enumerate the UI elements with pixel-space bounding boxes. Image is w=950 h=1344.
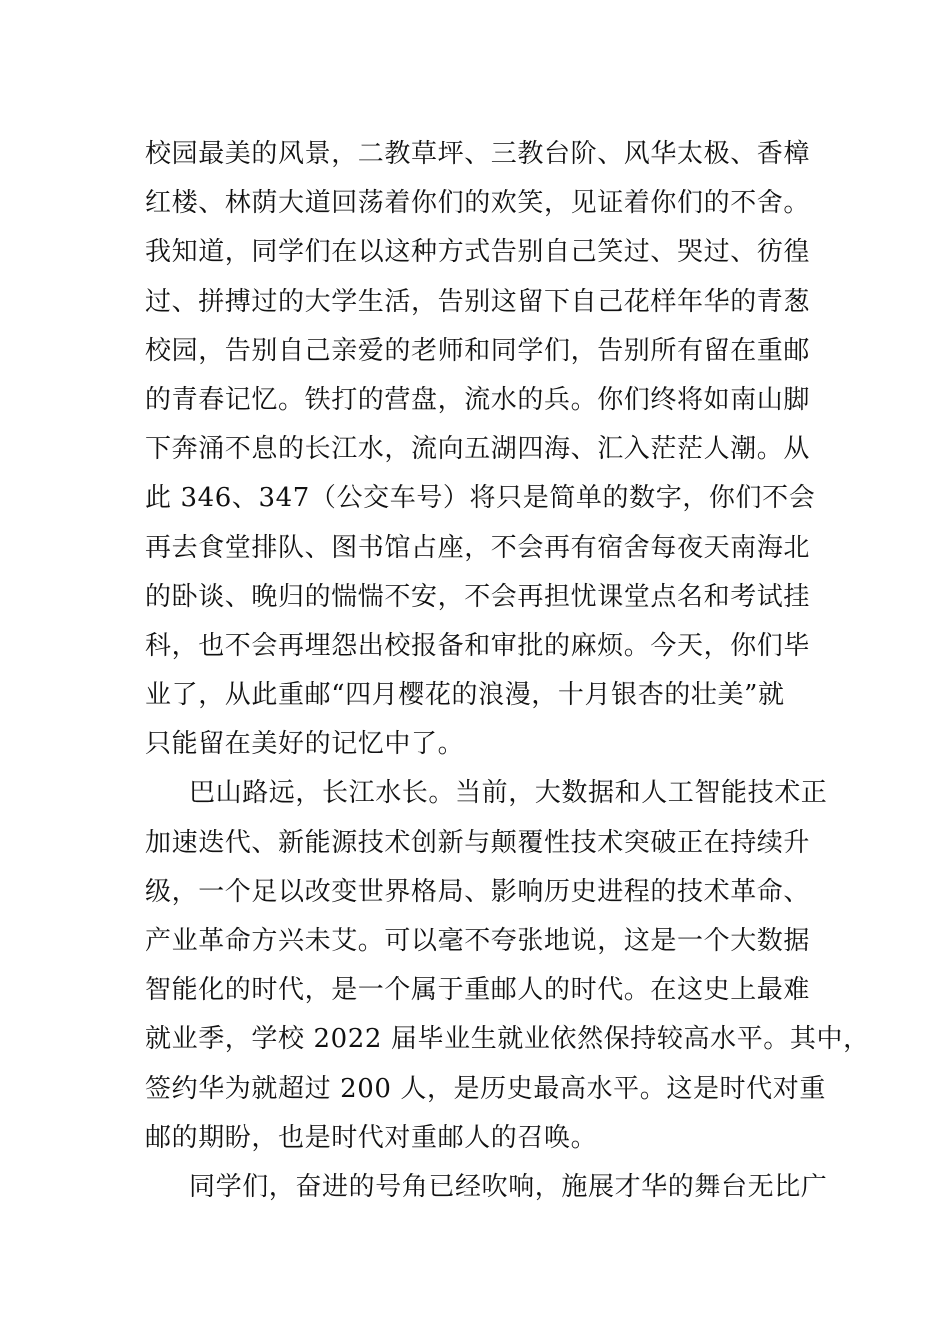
text-line: 产业革命方兴未艾。可以毫不夸张地说，这是一个大数据 [145,926,811,956]
text-line: 智能化的时代，是一个属于重邮人的时代。在这史上最难 [145,975,811,1006]
text-line: 只能留在美好的记忆中了。 [145,729,465,760]
text-line: 级，一个足以改变世界格局、影响历史进程的技术革命、 [145,876,811,907]
body-text [145,130,870,1212]
paragraph-start-line: 同学们，奋进的号角已经吹响，施展才华的舞台无比广 [189,1171,828,1202]
text-line: 邮的期盼，也是时代对重邮人的召唤。 [145,1122,598,1153]
text-line: 业了，从此重邮“四月樱花的浪漫，十月银杏的壮美”就 [145,680,785,711]
text-line: 就业季，学校 2022 届毕业生就业依然保持较高水平。其中， [145,1024,870,1055]
text-line: 加速迭代、新能源技术创新与颠覆性技术突破正在持续升 [145,827,811,858]
paragraph-start-line: 巴山路远，长江水长。当前，大数据和人工智能技术正 [189,778,828,809]
text-line: 科，也不会再埋怨出校报备和审批的麻烦。今天，你们毕 [145,630,811,661]
text-line: 校园，告别自己亲爱的老师和同学们，告别所有留在重邮 [145,335,811,366]
text-line: 签约华为就超过 200 人，是历史最高水平。这是时代对重 [145,1073,826,1104]
text-line: 红楼、林荫大道回荡着你们的欢笑，见证着你们的不舍。 [145,188,811,219]
text-line: 此 346、347（公交车号）将只是简单的数字，你们不会 [145,483,816,514]
text-line: 的卧谈、晚归的惴惴不安，不会再担忧课堂点名和考试挂 [145,581,811,612]
text-line: 再去食堂排队、图书馆占座，不会再有宿舍每夜天南海北 [145,532,811,563]
text-line: 的青春记忆。铁打的营盘，流水的兵。你们终将如南山脚 [145,384,811,415]
text-line: 校园最美的风景，二教草坪、三教台阶、风华太极、香樟 [145,139,811,169]
text-line: 我知道，同学们在以这种方式告别自己笑过、哭过、彷徨 [145,237,811,268]
text-line: 下奔涌不息的长江水，流向五湖四海、汇入茫茫人潮。从 [145,434,811,465]
text-line: 过、拼搏过的大学生活，告别这留下自己花样年华的青葱 [145,286,811,317]
